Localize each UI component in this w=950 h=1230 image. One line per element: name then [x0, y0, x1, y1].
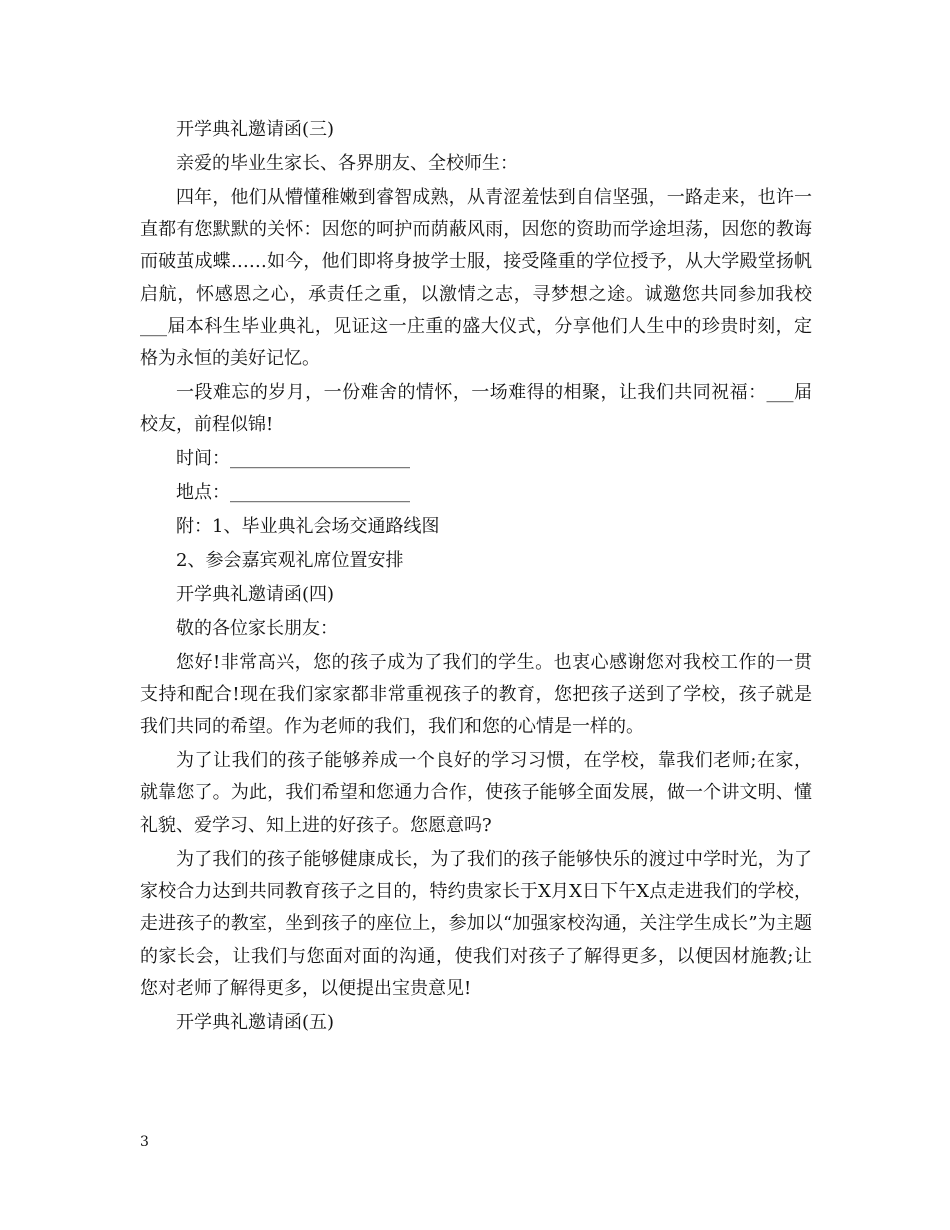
- location-line: 地点：____________________: [176, 482, 410, 504]
- body-paragraph: 一段难忘的岁月，一份难舍的情怀，一场难得的相聚，让我们共同祝福：___届校友，前程似锦!: [140, 382, 812, 436]
- attachment-line: 2、参会嘉宾观礼席位置安排: [176, 550, 404, 572]
- page-number: 3: [140, 1134, 149, 1150]
- salutation-paragraph: 敬的各位家长朋友：: [176, 617, 338, 639]
- heading-invitation-5: 开学典礼邀请函(五): [176, 1011, 335, 1033]
- salutation-paragraph: 亲爱的毕业生家长、各界朋友、全校师生：: [176, 152, 518, 174]
- time-line: 时间：____________________: [176, 448, 410, 470]
- heading-invitation-3: 开学典礼邀请函(三): [176, 119, 335, 140]
- document-body: [140, 114, 812, 1041]
- attachment-line: 附：1、毕业典礼会场交通路线图: [176, 516, 440, 538]
- body-paragraph: 四年，他们从懵懂稚嫩到睿智成熟，从青涩羞怯到自信坚强，一路走来，也许一直都有您默默的关怀：因您的呵护而荫蔽风雨，因您的资助而学途坦荡，因您的教诲而破茧成蝶……如今，他们即将身披学士服，接受隆重的学位授予，从大学殿堂扬帆启航，怀感恩之心，承责任之重，以激情之志，寻梦想之途。诚邀您共同参加我校___届本科生毕业典礼，见证这一庄重的盛大仪式，分享他们人生中的珍贵时刻，定格为永恒的美好记忆。: [140, 186, 812, 370]
- heading-invitation-4: 开学典礼邀请函(四): [176, 583, 335, 605]
- body-paragraph: 为了我们的孩子能够健康成长，为了我们的孩子能够快乐的渡过中学时光，为了家校合力达到共同教育孩子之目的，特约贵家长于X月X日下午X点走进我们的学校，走进孩子的教室，坐到孩子的座位上，参加以“加强家校沟通，关注学生成长”为主题的家长会，让我们与您面对面的沟通，使我们对孩子了解得更多，以便因材施教;让您对老师了解得更多，以便提出宝贵意见!: [140, 848, 812, 999]
- body-paragraph: 为了让我们的孩子能够养成一个良好的学习习惯，在学校，靠我们老师;在家，就靠您了。为此，我们希望和您通力合作，使孩子能够全面发展，做一个讲文明、懂礼貌、爱学习、知上进的好孩子。您愿意吗?: [140, 750, 812, 836]
- body-paragraph: 您好!非常高兴，您的孩子成为了我们的学生。也衷心感谢您对我校工作的一贯支持和配合!现在我们家家都非常重视孩子的教育，您把孩子送到了学校，孩子就是我们共同的希望。作为老师的我们，我们和您的心情是一样的。: [140, 651, 812, 738]
